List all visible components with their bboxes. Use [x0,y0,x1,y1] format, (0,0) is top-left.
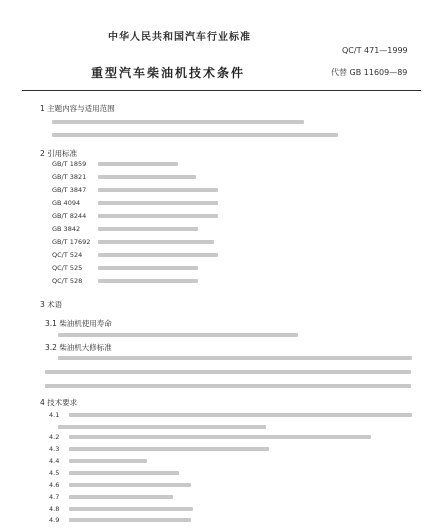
ref-title-3 [98,188,218,192]
item-text-1a [69,413,412,417]
ref-code-10: QC/T 528 [52,277,83,285]
ref-title-5 [98,214,218,218]
item-number-5: 4.5 [49,469,60,477]
ref-title-1 [98,162,178,166]
section-3-1-text [58,333,298,337]
ref-code-5: GB/T 8244 [52,212,87,220]
ref-code-6: GB 3842 [52,225,81,233]
section-3-2-text-line-3 [45,384,411,388]
replaces-code: 代替 GB 11609—89 [331,68,408,77]
ref-title-4 [98,201,218,205]
ref-code-2: GB/T 3821 [52,173,87,181]
ref-code-4: GB 4094 [52,199,81,207]
section-3-heading: 3 术语 [40,300,63,309]
item-text-3 [69,447,269,451]
section-4-heading: 4 技术要求 [40,398,78,407]
item-number-9: 4.9 [49,516,60,524]
ref-code-7: GB/T 17692 [52,238,91,246]
item-number-2: 4.2 [49,433,60,441]
item-text-4 [69,459,147,463]
section-1-text-line-2 [52,133,338,137]
section-3-1-heading: 3.1 柴油机使用寿命 [45,319,112,328]
section-3-2-text-line-2 [45,370,411,374]
standard-org-heading: 中华人民共和国汽车行业标准 [108,32,251,43]
document-title: 重型汽车柴油机技术条件 [91,66,246,80]
section-1-text-line-1 [52,120,304,124]
item-text-6 [69,483,191,487]
item-number-3: 4.3 [49,445,60,453]
item-number-1: 4.1 [49,411,60,419]
item-text-7 [69,495,173,499]
ref-code-3: GB/T 3847 [52,186,87,194]
item-text-9 [69,518,191,522]
ref-title-7 [98,240,214,244]
section-1-heading: 1 主题内容与适用范围 [40,104,115,113]
item-text-8 [69,507,193,511]
ref-title-10 [98,279,198,283]
section-3-2-heading: 3.2 柴油机大修标准 [45,343,112,352]
item-text-2 [69,435,371,439]
section-2-heading: 2 引用标准 [40,149,78,158]
ref-title-2 [98,175,196,179]
ref-code-9: QC/T 525 [52,264,83,272]
ref-title-6 [98,227,198,231]
standard-code: QC/T 471—1999 [342,46,408,55]
section-3-2-text-line-1 [58,356,412,360]
ref-title-9 [98,266,198,270]
item-text-1b [58,425,266,429]
ref-title-8 [98,253,218,257]
item-number-4: 4.4 [49,457,60,465]
item-text-5 [69,471,179,475]
ref-code-8: QC/T 524 [52,251,83,259]
header-divider [22,90,421,91]
item-number-6: 4.6 [49,481,60,489]
item-number-8: 4.8 [49,505,60,513]
ref-code-1: GB/T 1859 [52,160,87,168]
item-number-7: 4.7 [49,493,60,501]
